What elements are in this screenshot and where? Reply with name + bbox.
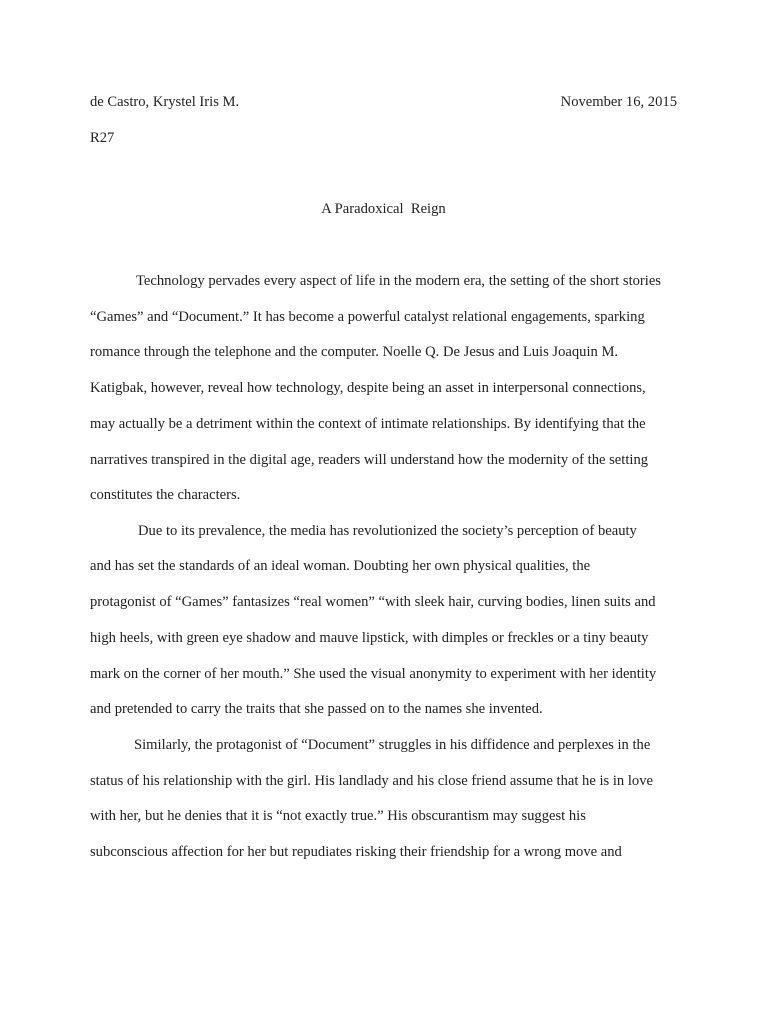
body-line: “Games” and “Document.” It has become a powerful catalyst relational engagements, sparking bbox=[90, 309, 645, 325]
document-date: November 16, 2015 bbox=[560, 94, 677, 110]
body-line: narratives transpired in the digital age, readers will understand how the modernity of the setting bbox=[90, 452, 649, 468]
body-line: may actually be a detriment within the context of intimate relationships. By identifying that the bbox=[90, 416, 646, 432]
body-line: and pretended to carry the traits that she passed on to the names she invented. bbox=[90, 701, 543, 717]
body-line: Technology pervades every aspect of life in the modern era, the setting of the short stories bbox=[136, 273, 661, 289]
body-line: protagonist of “Games” fantasizes “real women” “with sleek hair, curving bodies, linen suits and bbox=[90, 594, 656, 610]
body-line: constitutes the characters. bbox=[90, 487, 241, 503]
body-line: Similarly, the protagonist of “Document” struggles in his diffidence and perplexes in the bbox=[134, 737, 651, 753]
section-code: R27 bbox=[90, 130, 115, 146]
body-line: mark on the corner of her mouth.” She used the visual anonymity to experiment with her identity bbox=[90, 666, 657, 682]
body-line: Katigbak, however, reveal how technology, despite being an asset in interpersonal connections, bbox=[90, 380, 646, 396]
body-line: and has set the standards of an ideal woman. Doubting her own physical qualities, the bbox=[90, 558, 591, 574]
body-line: high heels, with green eye shadow and mauve lipstick, with dimples or freckles or a tiny beauty bbox=[90, 630, 649, 646]
header-row bbox=[90, 94, 677, 114]
essay-title: A Paradoxical Reign bbox=[321, 201, 446, 217]
author-name: de Castro, Krystel Iris M. bbox=[90, 94, 240, 110]
body-line: status of his relationship with the girl. His landlady and his close friend assume that he is in love bbox=[90, 773, 653, 789]
body-line: with her, but he denies that it is “not exactly true.” His obscurantism may suggest his bbox=[90, 808, 586, 824]
body-line: subconscious affection for her but repudiates risking their friendship for a wrong move and bbox=[90, 844, 622, 860]
body-line: Due to its prevalence, the media has revolutionized the society’s perception of beauty bbox=[138, 523, 637, 539]
body-line: romance through the telephone and the computer. Noelle Q. De Jesus and Luis Joaquin M. bbox=[90, 344, 619, 360]
